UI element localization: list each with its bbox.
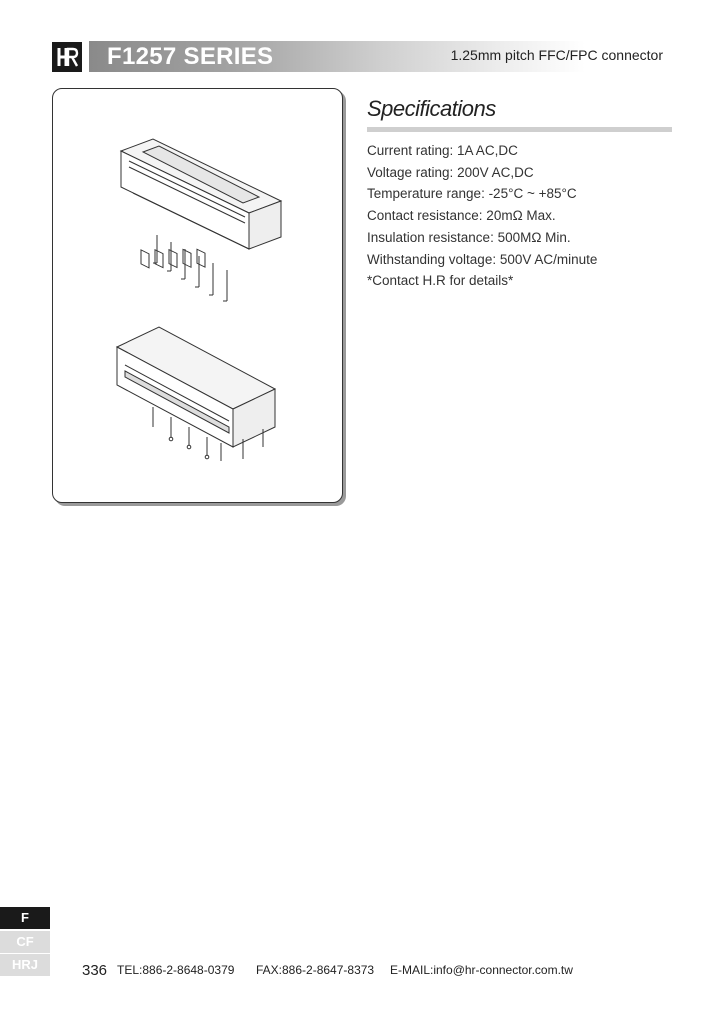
specifications-list [367, 140, 597, 292]
product-image-panel [52, 88, 343, 503]
footer-email[interactable]: E-MAIL:info@hr-connector.com.tw [390, 963, 573, 977]
series-title: F1257 SERIES [107, 43, 274, 70]
connector-drawing-bottom [117, 327, 275, 461]
spec-current-rating: Current rating: 1A AC,DC [367, 143, 518, 158]
footer-fax: FAX:886-2-8647-8373 [256, 963, 375, 977]
hr-logo-icon [52, 42, 82, 72]
page-number: 336 [82, 962, 108, 979]
footer-tel: TEL:886-2-8648-0379 [117, 963, 235, 977]
side-tab-f[interactable]: F [0, 907, 50, 929]
specifications-rule [367, 127, 672, 132]
side-tab-hrj[interactable]: HRJ [0, 954, 50, 976]
series-subtitle: 1.25mm pitch FFC/FPC connector [450, 47, 663, 63]
spec-contact-note: *Contact H.R for details* [367, 273, 514, 289]
specifications-heading: Specifications [367, 96, 496, 121]
spec-temperature-range: Temperature range: -25°C ~ +85°C [367, 186, 577, 202]
side-tab-cf[interactable]: CF [0, 931, 50, 953]
spec-voltage-rating: Voltage rating: 200V AC,DC [367, 164, 534, 180]
spec-withstanding-voltage: Withstanding voltage: 500V AC/minute [367, 251, 598, 267]
spec-insulation-resistance: Insulation resistance: 500MΩ Min. [367, 229, 571, 245]
connector-drawing-top [121, 139, 281, 301]
spec-contact-resistance: Contact resistance: 20mΩ Max. [367, 208, 556, 224]
